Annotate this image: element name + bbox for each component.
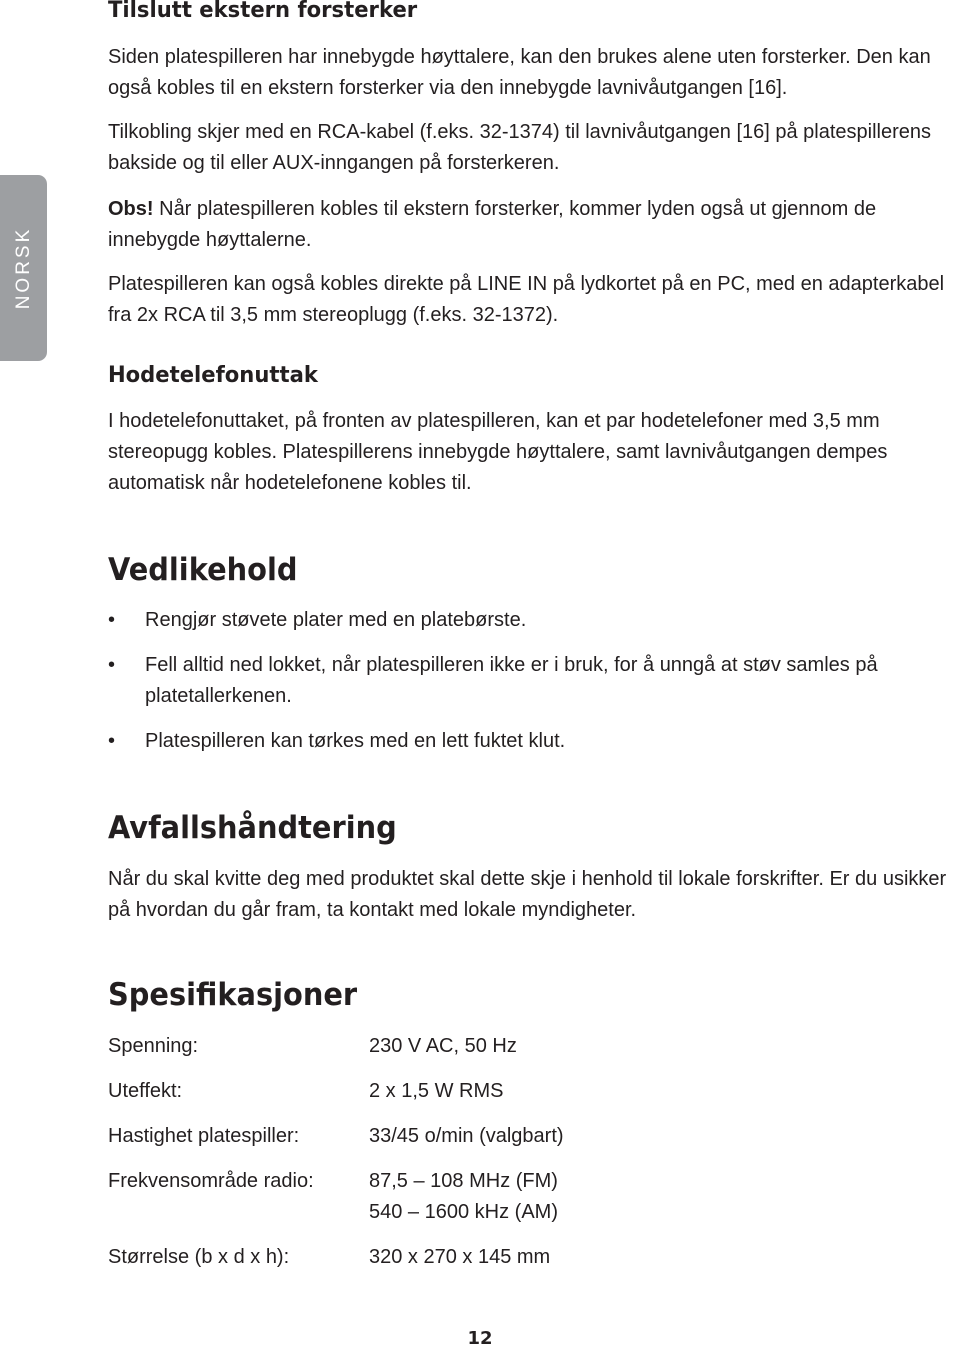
list-item-text: Fell alltid ned lokket, når platespilleren ikke er i bruk, for å unngå at støv samles på platetallerkenen. — [145, 654, 878, 707]
note-label: Obs! — [108, 198, 154, 220]
paragraph-disposal: Når du skal kvitte deg med produktet skal dette skje i henhold til lokale forskrifter. Er du usikker på hvordan du går fram, ta kontakt med lokale myndigheter. — [108, 868, 947, 921]
heading-headphones: Hodetelefonuttak — [108, 363, 318, 388]
list-item-text: Platespilleren kan tørkes med en lett fuktet klut. — [145, 730, 566, 752]
paragraph-headphones: I hodetelefonuttaket, på fronten av platespilleren, kan et par hodetelefoner med 3,5 mm stereopugg kobles. Platespillerens innebygde høyttalere, samt lavnivåutgangen dempes automatisk når hodetelefonene kobles til. — [108, 410, 888, 494]
spec-value-secondary: 540 – 1600 kHz (AM) — [369, 1201, 558, 1223]
list-item-text: Rengjør støvete plater med en platebørste. — [145, 609, 527, 631]
spec-label: Hastighet platespiller: — [108, 1125, 300, 1147]
heading-disposal: Avfallshåndtering — [108, 810, 397, 846]
heading-external-amplifier: Tilslutt ekstern forsterker — [108, 0, 418, 23]
heading-specifications: Spesifikasjoner — [108, 977, 358, 1013]
spec-value: 87,5 – 108 MHz (FM) — [369, 1170, 558, 1192]
page-number: 12 — [467, 1328, 493, 1349]
spec-label: Spenning: — [108, 1035, 199, 1057]
spec-label: Frekvensområde radio: — [108, 1170, 314, 1192]
spec-label: Størrelse (b x d x h): — [108, 1246, 290, 1268]
spec-value: 230 V AC, 50 Hz — [369, 1035, 517, 1057]
language-label: NORSK — [12, 226, 34, 310]
bullet-icon: • — [108, 609, 116, 631]
language-side-tab — [0, 175, 47, 361]
paragraph-pc-connection: Platespilleren kan også kobles direkte på LINE IN på lydkortet på en PC, med en adapterkabel fra 2x RCA til 3,5 mm stereoplugg (f.eks. 32-1372). — [108, 273, 945, 326]
bullet-icon: • — [108, 654, 116, 676]
paragraph-external-amp-intro: Siden platespilleren har innebygde høyttalere, kan den brukes alene uten forsterker. Den kan også kobles til en ekstern forsterker via den innebygde lavnivåutgangen [16]. — [108, 46, 931, 99]
bullet-icon: • — [108, 730, 116, 752]
spec-value: 33/45 o/min (valgbart) — [369, 1125, 564, 1147]
spec-label: Uteffekt: — [108, 1080, 183, 1102]
note-text: Når platespilleren kobles til ekstern forsterker, kommer lyden også ut gjennom de innebygde høyttalerne. — [108, 198, 877, 251]
spec-value: 320 x 270 x 145 mm — [369, 1246, 551, 1268]
spec-value: 2 x 1,5 W RMS — [369, 1080, 504, 1102]
paragraph-note — [108, 194, 958, 256]
heading-maintenance: Vedlikehold — [108, 552, 298, 588]
paragraph-rca-connection: Tilkobling skjer med en RCA-kabel (f.eks. 32-1374) til lavnivåutgangen [16] på platespillerens bakside og til eller AUX-inngangen på forsterkeren. — [108, 121, 932, 174]
